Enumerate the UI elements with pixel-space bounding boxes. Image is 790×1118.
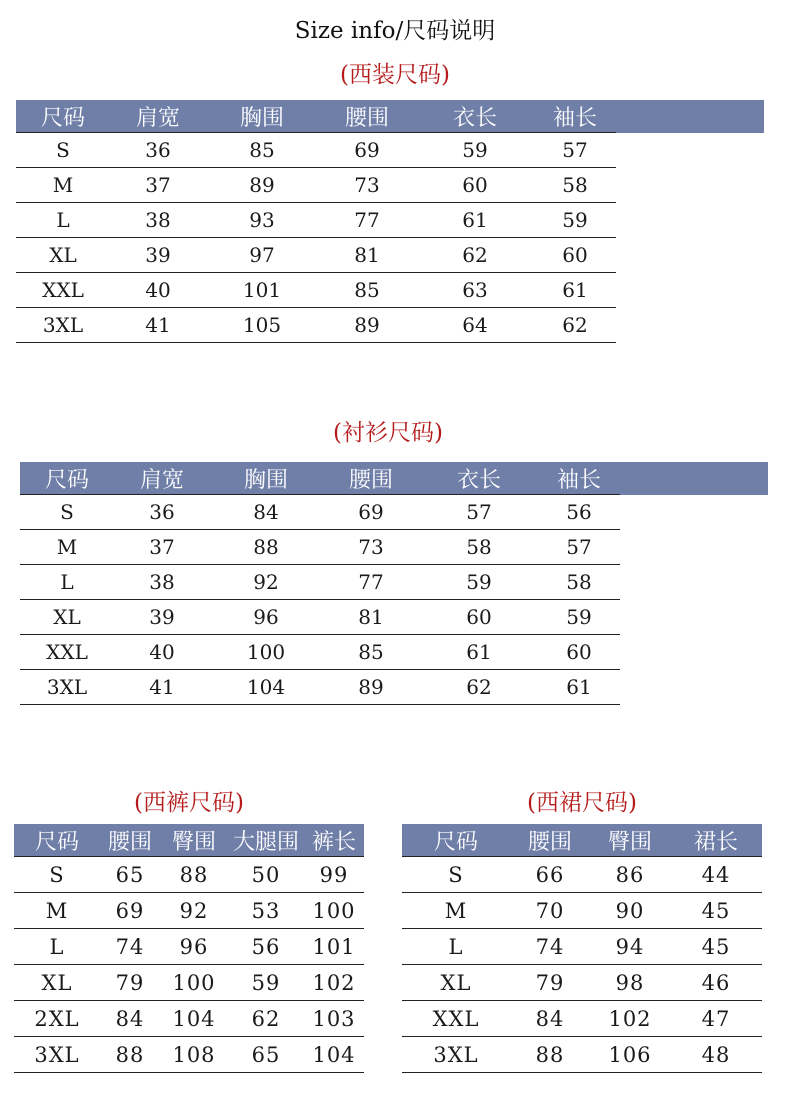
header-spacer — [616, 100, 764, 133]
table-cell: 94 — [590, 929, 670, 965]
table-cell: 59 — [228, 965, 304, 1001]
row-spacer — [616, 238, 764, 273]
table-cell: L — [20, 565, 114, 600]
row-spacer — [616, 203, 764, 238]
table-cell: 90 — [590, 893, 670, 929]
table-cell: XL — [14, 965, 100, 1001]
table-cell: 60 — [420, 600, 538, 635]
table-cell: 79 — [510, 965, 590, 1001]
table-cell: 100 — [210, 635, 322, 670]
table-row — [16, 238, 764, 273]
pants-section-title: (西裤尺码) — [134, 790, 244, 816]
table-cell: S — [16, 133, 110, 168]
row-spacer — [620, 495, 768, 530]
table-header-row — [16, 100, 764, 133]
column-header: 裙长 — [670, 824, 762, 857]
table-cell: 65 — [100, 857, 160, 893]
table-cell: 84 — [100, 1001, 160, 1037]
table-cell: 45 — [670, 893, 762, 929]
table-cell: 40 — [114, 635, 210, 670]
table-cell: 93 — [206, 203, 318, 238]
row-spacer — [620, 600, 768, 635]
table-cell: 36 — [110, 133, 206, 168]
table-cell: 37 — [114, 530, 210, 565]
table-cell: 46 — [670, 965, 762, 1001]
table-cell: 40 — [110, 273, 206, 308]
column-header: 尺码 — [14, 824, 100, 857]
table-cell: 3XL — [16, 308, 110, 343]
table-cell: 2XL — [14, 1001, 100, 1037]
table-cell: 74 — [510, 929, 590, 965]
table-cell: 41 — [114, 670, 210, 705]
table-cell: M — [402, 893, 510, 929]
row-spacer — [616, 273, 764, 308]
table-cell: 103 — [304, 1001, 364, 1037]
row-spacer — [620, 530, 768, 565]
table-cell: 39 — [114, 600, 210, 635]
table-cell: 62 — [534, 308, 616, 343]
table-cell: 62 — [420, 670, 538, 705]
table-header-row — [14, 824, 364, 857]
table-cell: 58 — [534, 168, 616, 203]
table-row — [402, 1001, 762, 1037]
table-cell: 57 — [534, 133, 616, 168]
column-header: 肩宽 — [110, 100, 206, 133]
table-cell: XXL — [16, 273, 110, 308]
table-cell: 58 — [420, 530, 538, 565]
table-cell: 100 — [304, 893, 364, 929]
table-cell: 36 — [114, 495, 210, 530]
table-cell: 84 — [510, 1001, 590, 1037]
column-header: 袖长 — [534, 100, 616, 133]
table-cell: 105 — [206, 308, 318, 343]
skirt-size-table — [402, 824, 762, 1073]
table-cell: 59 — [416, 133, 534, 168]
row-spacer — [620, 635, 768, 670]
table-cell: 38 — [114, 565, 210, 600]
table-cell: 50 — [228, 857, 304, 893]
table-row — [20, 670, 768, 705]
table-row — [14, 965, 364, 1001]
table-cell: 41 — [110, 308, 206, 343]
table-cell: 57 — [420, 495, 538, 530]
column-header: 臀围 — [590, 824, 670, 857]
column-header: 大腿围 — [228, 824, 304, 857]
table-cell: 63 — [416, 273, 534, 308]
table-cell: XL — [20, 600, 114, 635]
table-row — [402, 929, 762, 965]
table-cell: 74 — [100, 929, 160, 965]
table-cell: 88 — [100, 1037, 160, 1073]
column-header: 尺码 — [402, 824, 510, 857]
table-row — [20, 635, 768, 670]
table-cell: M — [16, 168, 110, 203]
table-cell: XXL — [402, 1001, 510, 1037]
table-cell: 81 — [322, 600, 420, 635]
header-spacer — [620, 462, 768, 495]
skirt-section-title: (西裙尺码) — [527, 790, 637, 816]
row-spacer — [616, 308, 764, 343]
table-cell: 69 — [100, 893, 160, 929]
table-cell: L — [16, 203, 110, 238]
table-row — [20, 530, 768, 565]
row-spacer — [620, 565, 768, 600]
table-cell: S — [20, 495, 114, 530]
table-cell: 37 — [110, 168, 206, 203]
table-cell: 64 — [416, 308, 534, 343]
table-cell: 73 — [318, 168, 416, 203]
table-cell: 56 — [228, 929, 304, 965]
column-header: 衣长 — [420, 462, 538, 495]
column-header: 臀围 — [160, 824, 228, 857]
table-cell: 106 — [590, 1037, 670, 1073]
table-cell: S — [14, 857, 100, 893]
shirt-section-title: (衬衫尺码) — [333, 420, 443, 446]
table-cell: 101 — [304, 929, 364, 965]
suit-size-table — [16, 100, 764, 343]
row-spacer — [616, 133, 764, 168]
row-spacer — [620, 670, 768, 705]
table-cell: 39 — [110, 238, 206, 273]
table-cell: 96 — [160, 929, 228, 965]
column-header: 袖长 — [538, 462, 620, 495]
column-header: 腰围 — [322, 462, 420, 495]
table-cell: 73 — [322, 530, 420, 565]
column-header: 腰围 — [510, 824, 590, 857]
table-cell: 65 — [228, 1037, 304, 1073]
table-cell: 92 — [210, 565, 322, 600]
table-cell: M — [20, 530, 114, 565]
column-header: 尺码 — [20, 462, 114, 495]
table-cell: 3XL — [14, 1037, 100, 1073]
table-cell: 97 — [206, 238, 318, 273]
table-cell: 92 — [160, 893, 228, 929]
table-cell: 85 — [322, 635, 420, 670]
table-cell: 60 — [416, 168, 534, 203]
table-row — [16, 308, 764, 343]
pants-size-table — [14, 824, 364, 1073]
table-cell: XL — [16, 238, 110, 273]
column-header: 腰围 — [318, 100, 416, 133]
table-row — [14, 929, 364, 965]
column-header: 肩宽 — [114, 462, 210, 495]
table-cell: 98 — [590, 965, 670, 1001]
table-cell: 38 — [110, 203, 206, 238]
table-cell: 57 — [538, 530, 620, 565]
table-cell: 3XL — [402, 1037, 510, 1073]
table-row — [16, 203, 764, 238]
table-row — [16, 168, 764, 203]
table-cell: 69 — [322, 495, 420, 530]
row-spacer — [616, 168, 764, 203]
table-cell: 61 — [416, 203, 534, 238]
table-cell: 62 — [228, 1001, 304, 1037]
table-row — [402, 893, 762, 929]
table-cell: 48 — [670, 1037, 762, 1073]
table-row — [16, 133, 764, 168]
table-cell: 102 — [304, 965, 364, 1001]
table-cell: 70 — [510, 893, 590, 929]
table-cell: 102 — [590, 1001, 670, 1037]
table-cell: 89 — [318, 308, 416, 343]
table-row — [16, 273, 764, 308]
table-row — [14, 857, 364, 893]
table-cell: 88 — [210, 530, 322, 565]
table-cell: 104 — [304, 1037, 364, 1073]
column-header: 尺码 — [16, 100, 110, 133]
table-row — [20, 600, 768, 635]
shirt-size-table — [20, 462, 768, 705]
table-cell: 85 — [206, 133, 318, 168]
table-cell: 77 — [322, 565, 420, 600]
table-cell: 59 — [538, 600, 620, 635]
table-cell: 101 — [206, 273, 318, 308]
table-cell: XL — [402, 965, 510, 1001]
table-row — [20, 565, 768, 600]
table-cell: 85 — [318, 273, 416, 308]
table-row — [14, 1001, 364, 1037]
table-cell: 104 — [210, 670, 322, 705]
table-row — [402, 1037, 762, 1073]
table-cell: 86 — [590, 857, 670, 893]
column-header: 衣长 — [416, 100, 534, 133]
table-header-row — [402, 824, 762, 857]
column-header: 胸围 — [210, 462, 322, 495]
table-cell: 108 — [160, 1037, 228, 1073]
table-cell: 60 — [538, 635, 620, 670]
table-cell: 59 — [534, 203, 616, 238]
table-cell: 58 — [538, 565, 620, 600]
table-cell: 56 — [538, 495, 620, 530]
table-row — [20, 495, 768, 530]
table-cell: 89 — [322, 670, 420, 705]
table-cell: 88 — [510, 1037, 590, 1073]
table-cell: 96 — [210, 600, 322, 635]
table-cell: 100 — [160, 965, 228, 1001]
table-row — [14, 893, 364, 929]
table-cell: L — [14, 929, 100, 965]
table-cell: M — [14, 893, 100, 929]
column-header: 裤长 — [304, 824, 364, 857]
column-header: 胸围 — [206, 100, 318, 133]
table-cell: S — [402, 857, 510, 893]
table-cell: 89 — [206, 168, 318, 203]
suit-section-title: (西装尺码) — [340, 62, 450, 88]
table-cell: 77 — [318, 203, 416, 238]
table-cell: 104 — [160, 1001, 228, 1037]
table-cell: XXL — [20, 635, 114, 670]
table-cell: 88 — [160, 857, 228, 893]
table-cell: 53 — [228, 893, 304, 929]
table-cell: 47 — [670, 1001, 762, 1037]
table-cell: 66 — [510, 857, 590, 893]
table-cell: 61 — [538, 670, 620, 705]
table-cell: 81 — [318, 238, 416, 273]
table-cell: 62 — [416, 238, 534, 273]
table-cell: L — [402, 929, 510, 965]
table-cell: 59 — [420, 565, 538, 600]
page-title: Size info/尺码说明 — [294, 18, 496, 44]
table-cell: 79 — [100, 965, 160, 1001]
table-cell: 99 — [304, 857, 364, 893]
table-cell: 61 — [534, 273, 616, 308]
table-cell: 84 — [210, 495, 322, 530]
table-header-row — [20, 462, 768, 495]
table-row — [14, 1037, 364, 1073]
table-cell: 45 — [670, 929, 762, 965]
table-cell: 69 — [318, 133, 416, 168]
table-row — [402, 965, 762, 1001]
table-cell: 60 — [534, 238, 616, 273]
table-cell: 61 — [420, 635, 538, 670]
table-row — [402, 857, 762, 893]
column-header: 腰围 — [100, 824, 160, 857]
table-cell: 3XL — [20, 670, 114, 705]
table-cell: 44 — [670, 857, 762, 893]
